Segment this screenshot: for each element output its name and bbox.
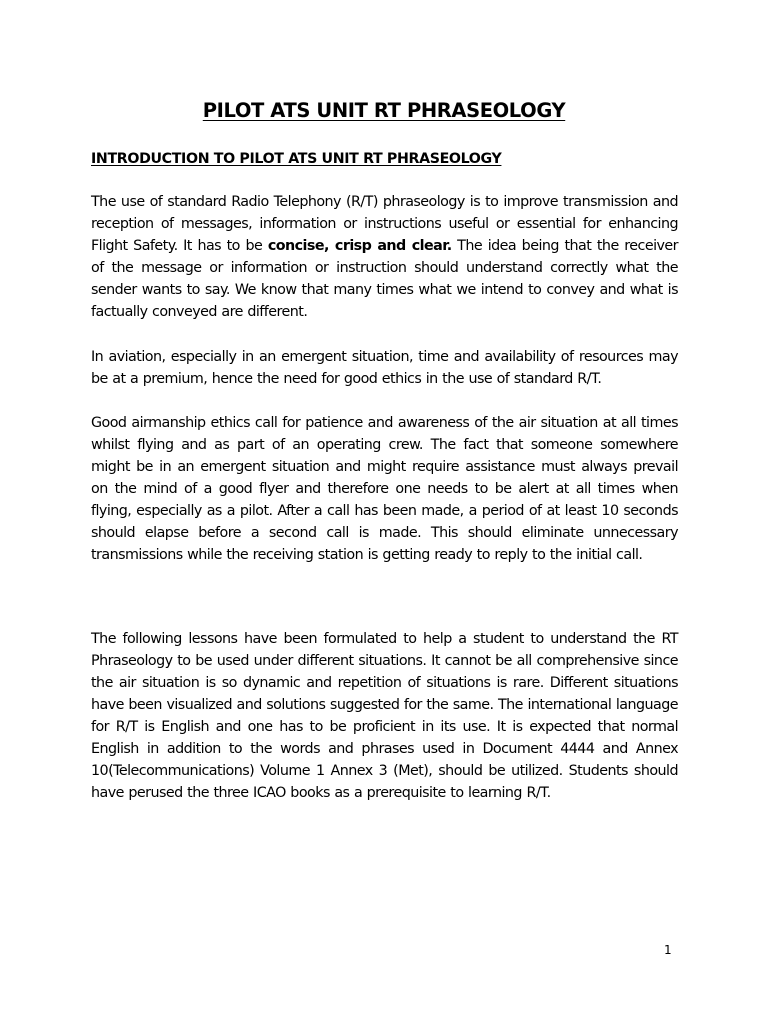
paragraph-airmanship-ethics: Good airmanship ethics call for patience and awareness of the air situation at all times whilst flying and as part of an operating crew. The fact that someone somewhere might be in an emergent situation and might require assistance must always prevail on the mind of a good flyer and therefore one needs to be alert at all times when flying, especially as a pilot. After a call has been made, a period of at least 10 seconds should elapse before a second call is made. This should eliminate unnecessary transmissions while the receiving station is getting ready to reply to the initial call.: [91, 415, 678, 563]
paragraph-intro: [91, 191, 678, 323]
paragraph-intro-bold-phrase: concise, crisp and clear.: [267, 238, 452, 254]
paragraph-intro-text-end: The idea being that the receiver of the message or information or instruction should understand correctly what the sender wants to say. We know that many times what we intend to convey and what is factually conveyed are different.: [91, 238, 678, 320]
page-number: 1: [664, 943, 672, 957]
paragraph-intro-text-start: The use of standard Radio Telephony (R/T) phraseology is to improve transmission and reception of messages, information or instructions useful or essential for enhancing Flight Safety. It has to be: [91, 194, 678, 254]
section-heading: INTRODUCTION TO PILOT ATS UNIT RT PHRASEOLOGY: [91, 151, 502, 167]
paragraph-aviation-resources: In aviation, especially in an emergent situation, time and availability of resources may be at a premium, hence the need for good ethics in the use of standard R/T.: [91, 349, 678, 387]
document-title: PILOT ATS UNIT RT PHRASEOLOGY: [202, 99, 566, 122]
paragraph-lessons-overview: The following lessons have been formulated to help a student to understand the RT Phraseology to be used under different situations. It cannot be all comprehensive since the air situation is so dynamic and repetition of situations is rare. Different situations have been visualized and solutions suggested for the same. The international language for R/T is English and one has to be proficient in its use. It is expected that normal English in addition to the words and phrases used in Document 4444 and Annex 10(Telecommunications) Volume 1 Annex 3 (Met), should be utilized. Students should have perused the three ICAO books as a prerequisite to learning R/T.: [91, 631, 678, 801]
